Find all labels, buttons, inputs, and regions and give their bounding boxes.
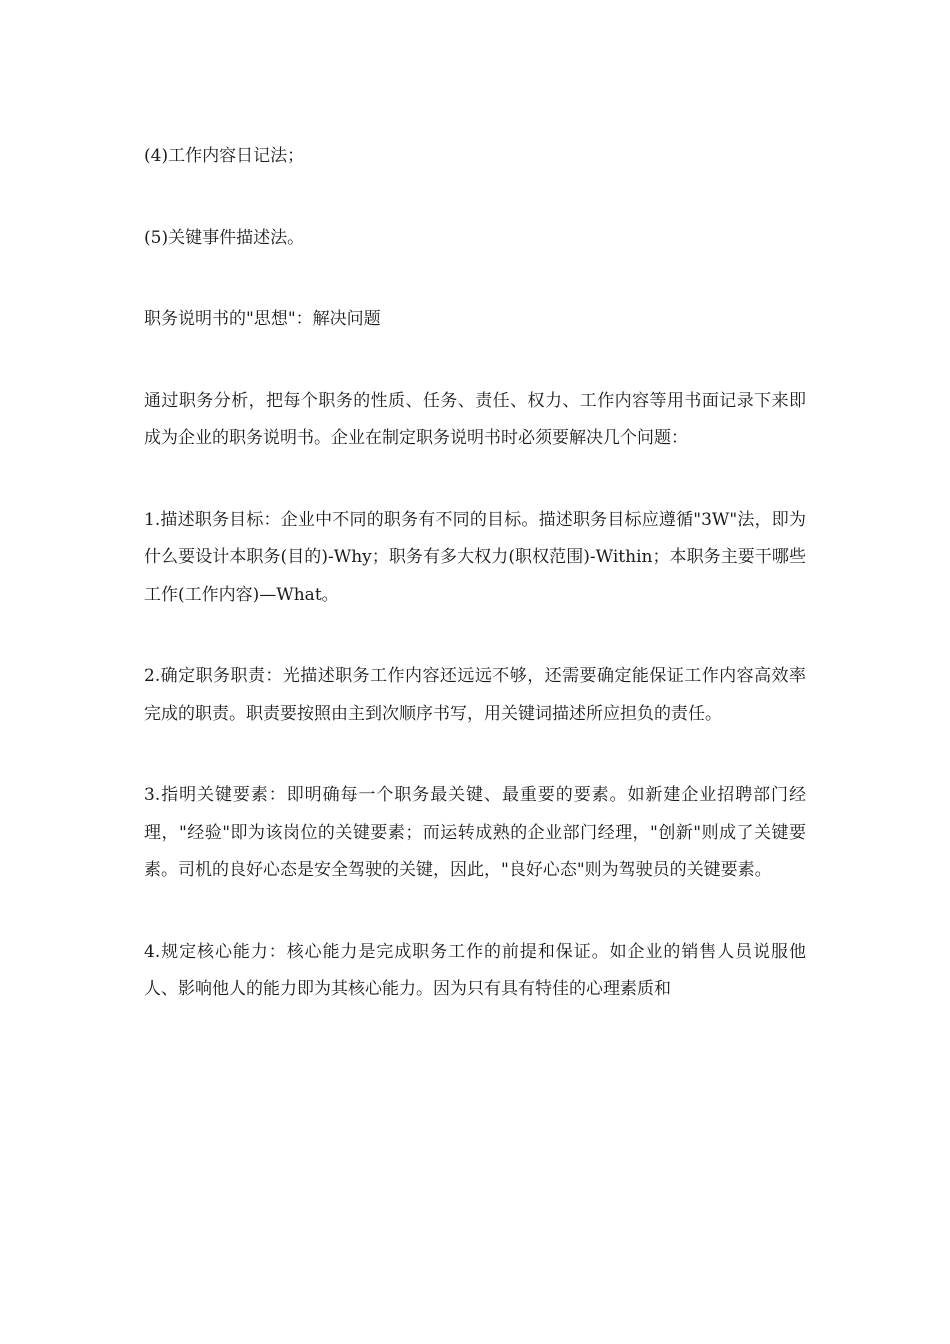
list-item-method-5: (5)关键事件描述法。 [144,227,305,248]
point-1-paragraph: 1.描述职务目标：企业中不同的职务有不同的目标。描述职务目标应遵循"3W"法，即为什么要设计本职务(目的)-Why；职务有多大权力(职权范围)-Within；本职务主要干哪些工作(工作内容)—What。 [144,509,806,605]
intro-paragraph: 通过职务分析，把每个职务的性质、任务、责任、权力、工作内容等用书面记录下来即成为企业的职务说明书。企业在制定职务说明书时必须要解决几个问题： [144,390,806,448]
point-4-paragraph: 4.规定核心能力：核心能力是完成职务工作的前提和保证。如企业的销售人员说服他人、影响他人的能力即为其核心能力。因为只有具有特佳的心理素质和 [144,941,806,999]
section-heading: 职务说明书的"思想"：解决问题 [144,309,381,329]
document-body [144,138,806,1009]
list-item-method-4: (4)工作内容日记法； [144,146,305,166]
point-3-paragraph: 3.指明关键要素：即明确每一个职务最关键、最重要的要素。如新建企业招聘部门经理，"经验"即为该岗位的关键要素；而运转成熟的企业部门经理，"创新"则成了关键要素。司机的良好心态是安全驾驶的关键，因此，"良好心态"则为驾驶员的关键要素。 [144,785,806,880]
point-2-paragraph: 2.确定职务职责：光描述职务工作内容还远远不够，还需要确定能保证工作内容高效率完成的职责。职责要按照由主到次顺序书写，用关键词描述所应担负的责任。 [144,666,806,724]
